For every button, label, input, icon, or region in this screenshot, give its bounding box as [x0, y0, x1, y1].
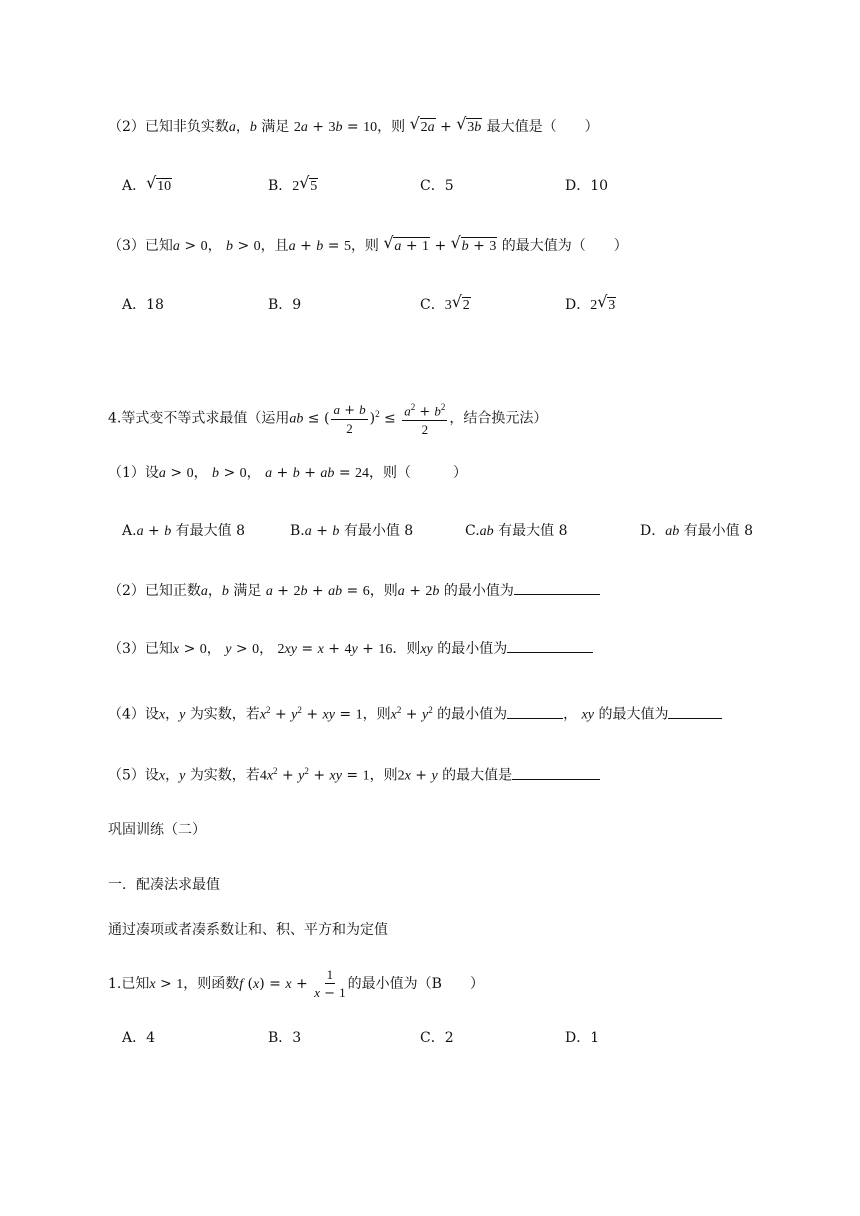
- text: 为实数，若: [189, 706, 260, 723]
- text: ，: [563, 706, 578, 723]
- text: ，则函数: [183, 976, 240, 992]
- text: （3）已知: [108, 641, 173, 657]
- option-d[interactable]: D．10: [565, 178, 609, 194]
- text: 1.已知: [108, 976, 150, 992]
- text: ，则: [369, 767, 398, 784]
- option-a[interactable]: A．18: [122, 297, 164, 313]
- review-section-heading: 一．配凑法求最值: [108, 877, 220, 893]
- text: 4.等式变不等式求最值（运用: [108, 410, 290, 427]
- option-c[interactable]: C．3√ 2: [420, 295, 471, 316]
- question-4-4-stem: （4）设x，y 为实数，若$x^2 + y^2$ + xy = 1，则$x^2 + y^2$ 的最小值为 ， xy 的最大值为: [108, 700, 722, 726]
- option-c[interactable]: C.ab 有最大值 8: [465, 523, 568, 539]
- question-4-1-stem: （1）设a > 0， b > 0， a + b + ab = 24，则（ ）: [108, 465, 468, 481]
- answer-blank[interactable]: [507, 704, 563, 719]
- option-a[interactable]: A．√ 10: [122, 176, 172, 196]
- question-4-5-stem: （5）设x，y 为实数，若$4x^2 + y^2$ + xy = 1，则2x + y 的最大值是: [108, 761, 600, 787]
- text: ，则: [350, 238, 379, 254]
- answer-blank[interactable]: [514, 580, 600, 595]
- text: 的最大值为: [598, 706, 669, 723]
- option-c[interactable]: C．2: [420, 1030, 454, 1046]
- option-d[interactable]: D．1: [565, 1030, 600, 1046]
- option-c[interactable]: C．5: [420, 178, 454, 194]
- question-4-2-stem: （2）已知正数a，b 满足 a + 2b + ab = 6，则a + 2b 的最小值为: [108, 580, 600, 602]
- text: （2）已知非负实数: [108, 119, 229, 135]
- text: 的最小值为（B ）: [347, 976, 484, 992]
- section-4-title: 4.等式变不等式求最值（运用ab ≤ ( $\frac{a + b}{2}$ )$^2$ ≤ $\frac{a^2 + b^2}{2}$ ，结合换元法）: [108, 396, 547, 438]
- answer-blank[interactable]: [668, 704, 722, 719]
- text: 满足: [233, 583, 262, 599]
- text: 的最小值为: [437, 706, 508, 723]
- text: 的最大值为（ ）: [501, 238, 628, 254]
- text: 最大值是（ ）: [486, 119, 599, 135]
- question-3-3-stem: （3）已知a > 0， b > 0，且a + b = 5，则 √ a + 1 + √ b + 3 的最大值为（ ）: [108, 236, 628, 257]
- option-b[interactable]: B.a + b 有最小值 8: [290, 523, 414, 539]
- option-a[interactable]: A.a + b 有最大值 8: [122, 523, 246, 539]
- review-description: 通过凑项或者凑系数让和、积、平方和为定值: [108, 922, 388, 938]
- text: ．则: [392, 641, 421, 657]
- text: 为实数，若: [189, 767, 260, 784]
- option-b[interactable]: B．9: [268, 297, 302, 313]
- text: （3）已知: [108, 238, 173, 254]
- question-4-3-stem: （3）已知x > 0， y > 0， 2xy = x + 4y + 16．则xy 的最小值为: [108, 638, 593, 660]
- text: 的最小值为: [443, 583, 514, 599]
- option-a[interactable]: A．4: [122, 1030, 156, 1046]
- option-b[interactable]: B．2√ 5: [268, 176, 318, 197]
- text: ，则: [369, 583, 398, 599]
- review-title: 巩固训练（二）: [108, 822, 206, 838]
- text: （2）已知正数: [108, 583, 201, 599]
- text: （5）设: [108, 767, 159, 784]
- text: ，则: [377, 119, 406, 135]
- text: ，且: [260, 238, 289, 254]
- text: 满足: [261, 119, 290, 135]
- text: ，则（ ）: [369, 465, 468, 481]
- answer-blank[interactable]: [507, 638, 593, 653]
- text: ，则: [362, 706, 391, 723]
- question-3-2-stem: （2）已知非负实数a，b 满足 2a + 3b = 10，则 √ 2a + √ 3b 最大值是（ ）: [108, 117, 599, 138]
- text: （4）设: [108, 706, 159, 723]
- option-d[interactable]: D．2√ 3: [565, 295, 616, 316]
- text: 的最小值为: [437, 641, 508, 657]
- text: 的最大值是: [442, 767, 513, 784]
- option-d[interactable]: D．ab 有最小值 8: [640, 523, 754, 539]
- option-b[interactable]: B．3: [268, 1030, 302, 1046]
- question-1-stem: 1.已知x > 1，则函数f (x) = x + $\frac{1}{x - 1}$ 的最小值为（B ）: [108, 967, 484, 1001]
- answer-blank[interactable]: [512, 765, 600, 780]
- text: ，结合换元法）: [449, 410, 548, 427]
- text: （1）设: [108, 465, 159, 481]
